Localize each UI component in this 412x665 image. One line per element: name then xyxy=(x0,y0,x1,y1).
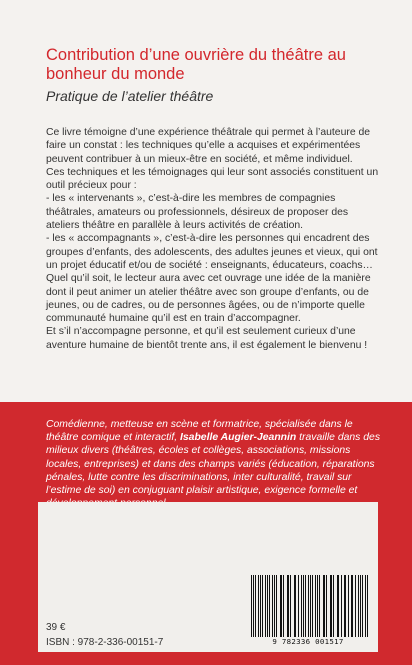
author-name: Isabelle Augier-Jeannin xyxy=(180,432,297,444)
price-isbn-box xyxy=(38,502,378,652)
blurb-paragraph: - les « intervenants », c’est-à-dire les membres de compagnies théâtrales, amateurs ou professionnels, désireux de proposer des ateliers théâtre en parallèle à leurs activités de création. xyxy=(46,193,349,232)
barcode-bar xyxy=(269,575,270,637)
barcode-bar xyxy=(317,575,318,637)
blurb-paragraph: - les « accompagnants », c’est-à-dire les personnes qui encadrent des groupes d’enfants, des adolescents, des adultes jeunes et vieux, qui ont un projet éducatif et/ou de société : enseignants, éducateurs, coachs… xyxy=(46,233,378,271)
bio-intro: Comédienne, metteuse en scène et formatrice, spécialisée dans le théâtre comique et interactif, xyxy=(46,419,353,444)
barcode-bar xyxy=(315,575,316,637)
author-band xyxy=(0,402,412,665)
price: 39 € xyxy=(46,622,66,633)
barcode-bar xyxy=(258,575,259,637)
barcode-bar xyxy=(290,575,291,637)
blurb-paragraph: Quel qu’il soit, le lecteur aura avec cet ouvrage une idée de la manière dont il peut animer un atelier théâtre avec son groupe d’enfants, ou de jeunes, ou de cadres, ou de personnes âgées, ou de n’importe quelle communauté humaine qu’il est en train d’accompagner. xyxy=(46,273,371,325)
blurb xyxy=(46,126,380,352)
book-subtitle: Pratique de l’atelier théâtre xyxy=(46,88,214,104)
barcode-bar xyxy=(348,575,349,637)
barcode-bars xyxy=(251,575,369,637)
barcode-bar xyxy=(324,575,325,637)
author-bio xyxy=(46,418,386,510)
barcode-bar xyxy=(276,575,277,637)
barcode-bar xyxy=(294,575,295,637)
book-title: Contribution d’une ouvrière du théâtre au bonheur du monde xyxy=(46,46,346,83)
barcode-bar xyxy=(355,575,356,637)
barcode-bar xyxy=(341,575,342,637)
barcode xyxy=(243,575,373,645)
barcode-bar xyxy=(365,575,366,637)
barcode-bar xyxy=(272,575,273,637)
barcode-bar xyxy=(330,575,331,637)
blurb-paragraph: Ce livre témoigne d’une expérience théâtrale qui permet à l’auteure de faire un constat : les techniques qu’elle a acquises et expérimentées peuvent contribuer à un mieux-être en société, et même individuel. xyxy=(46,127,371,165)
barcode-bar xyxy=(337,575,338,637)
barcode-bar xyxy=(251,575,252,637)
blurb-paragraph: Et s’il n’accompagne personne, et qu’il est seulement curieux d’une aventure humaine de bientôt trente ans, il est également le bienvenu ! xyxy=(46,326,368,351)
barcode-bar xyxy=(260,575,261,637)
barcode-bar xyxy=(358,575,359,637)
barcode-bar xyxy=(305,575,306,637)
barcode-bar xyxy=(298,575,299,637)
blurb-paragraph: Ces techniques et les témoignages qui leur sont associés constituent un outil précieux pour : xyxy=(46,166,379,192)
barcode-bar xyxy=(283,575,284,637)
bio-details: travaille dans des milieux divers (théâtres, écoles et collèges, associations, missions locales, entreprises) et dans des champs variés (éducation, réparations pénales, lutte contre les discriminations, inter culturalité, travail sur l’estime de soi) en conjuguant plaisir artistique, exigence formelle et xyxy=(46,432,381,497)
barcode-number: 9 782336 001517 xyxy=(272,637,344,646)
isbn: ISBN : 978-2-336-00151-7 xyxy=(46,637,164,648)
